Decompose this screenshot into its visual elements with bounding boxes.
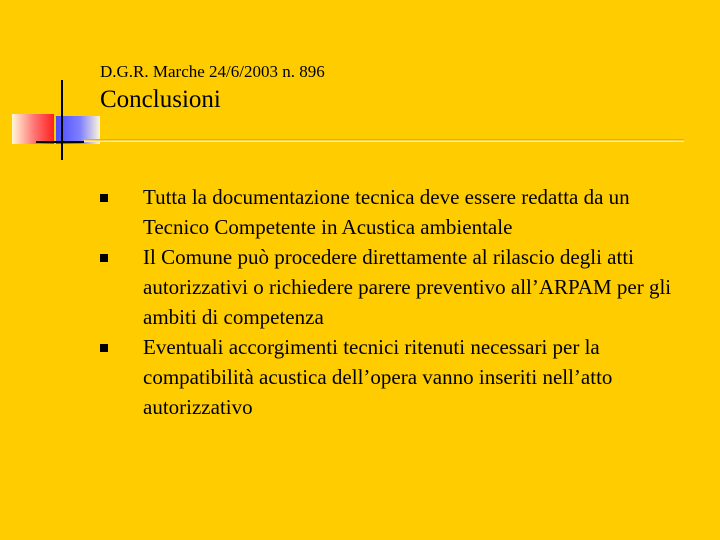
square-bullet-icon [100, 254, 108, 262]
bullet-list [96, 182, 696, 422]
decorative-horizontal-line [36, 141, 84, 143]
decorative-vertical-line [61, 80, 63, 160]
bullet-item [96, 242, 696, 332]
square-bullet-icon [100, 194, 108, 202]
bullet-text: Eventuali accorgimenti tecnici ritenuti necessari per la compatibilità acustica dell’opera vanno inseriti nell’atto autorizzativo [143, 335, 613, 419]
bullet-text: Tutta la documentazione tecnica deve essere redatta da un Tecnico Competente in Acustica ambientale [143, 185, 630, 239]
bullet-item [96, 332, 696, 422]
slide-title: Conclusioni [100, 86, 221, 113]
bullet-text: Il Comune può procedere direttamente al rilascio degli atti autorizzativi o richiedere parere preventivo all’ARPAM per gli ambiti di competenza [143, 245, 672, 329]
decorative-red-block [12, 114, 54, 144]
title-underline-rule [84, 139, 684, 142]
bullet-item [96, 182, 696, 242]
square-bullet-icon [100, 344, 108, 352]
slide-subtitle: D.G.R. Marche 24/6/2003 n. 896 [100, 62, 325, 81]
